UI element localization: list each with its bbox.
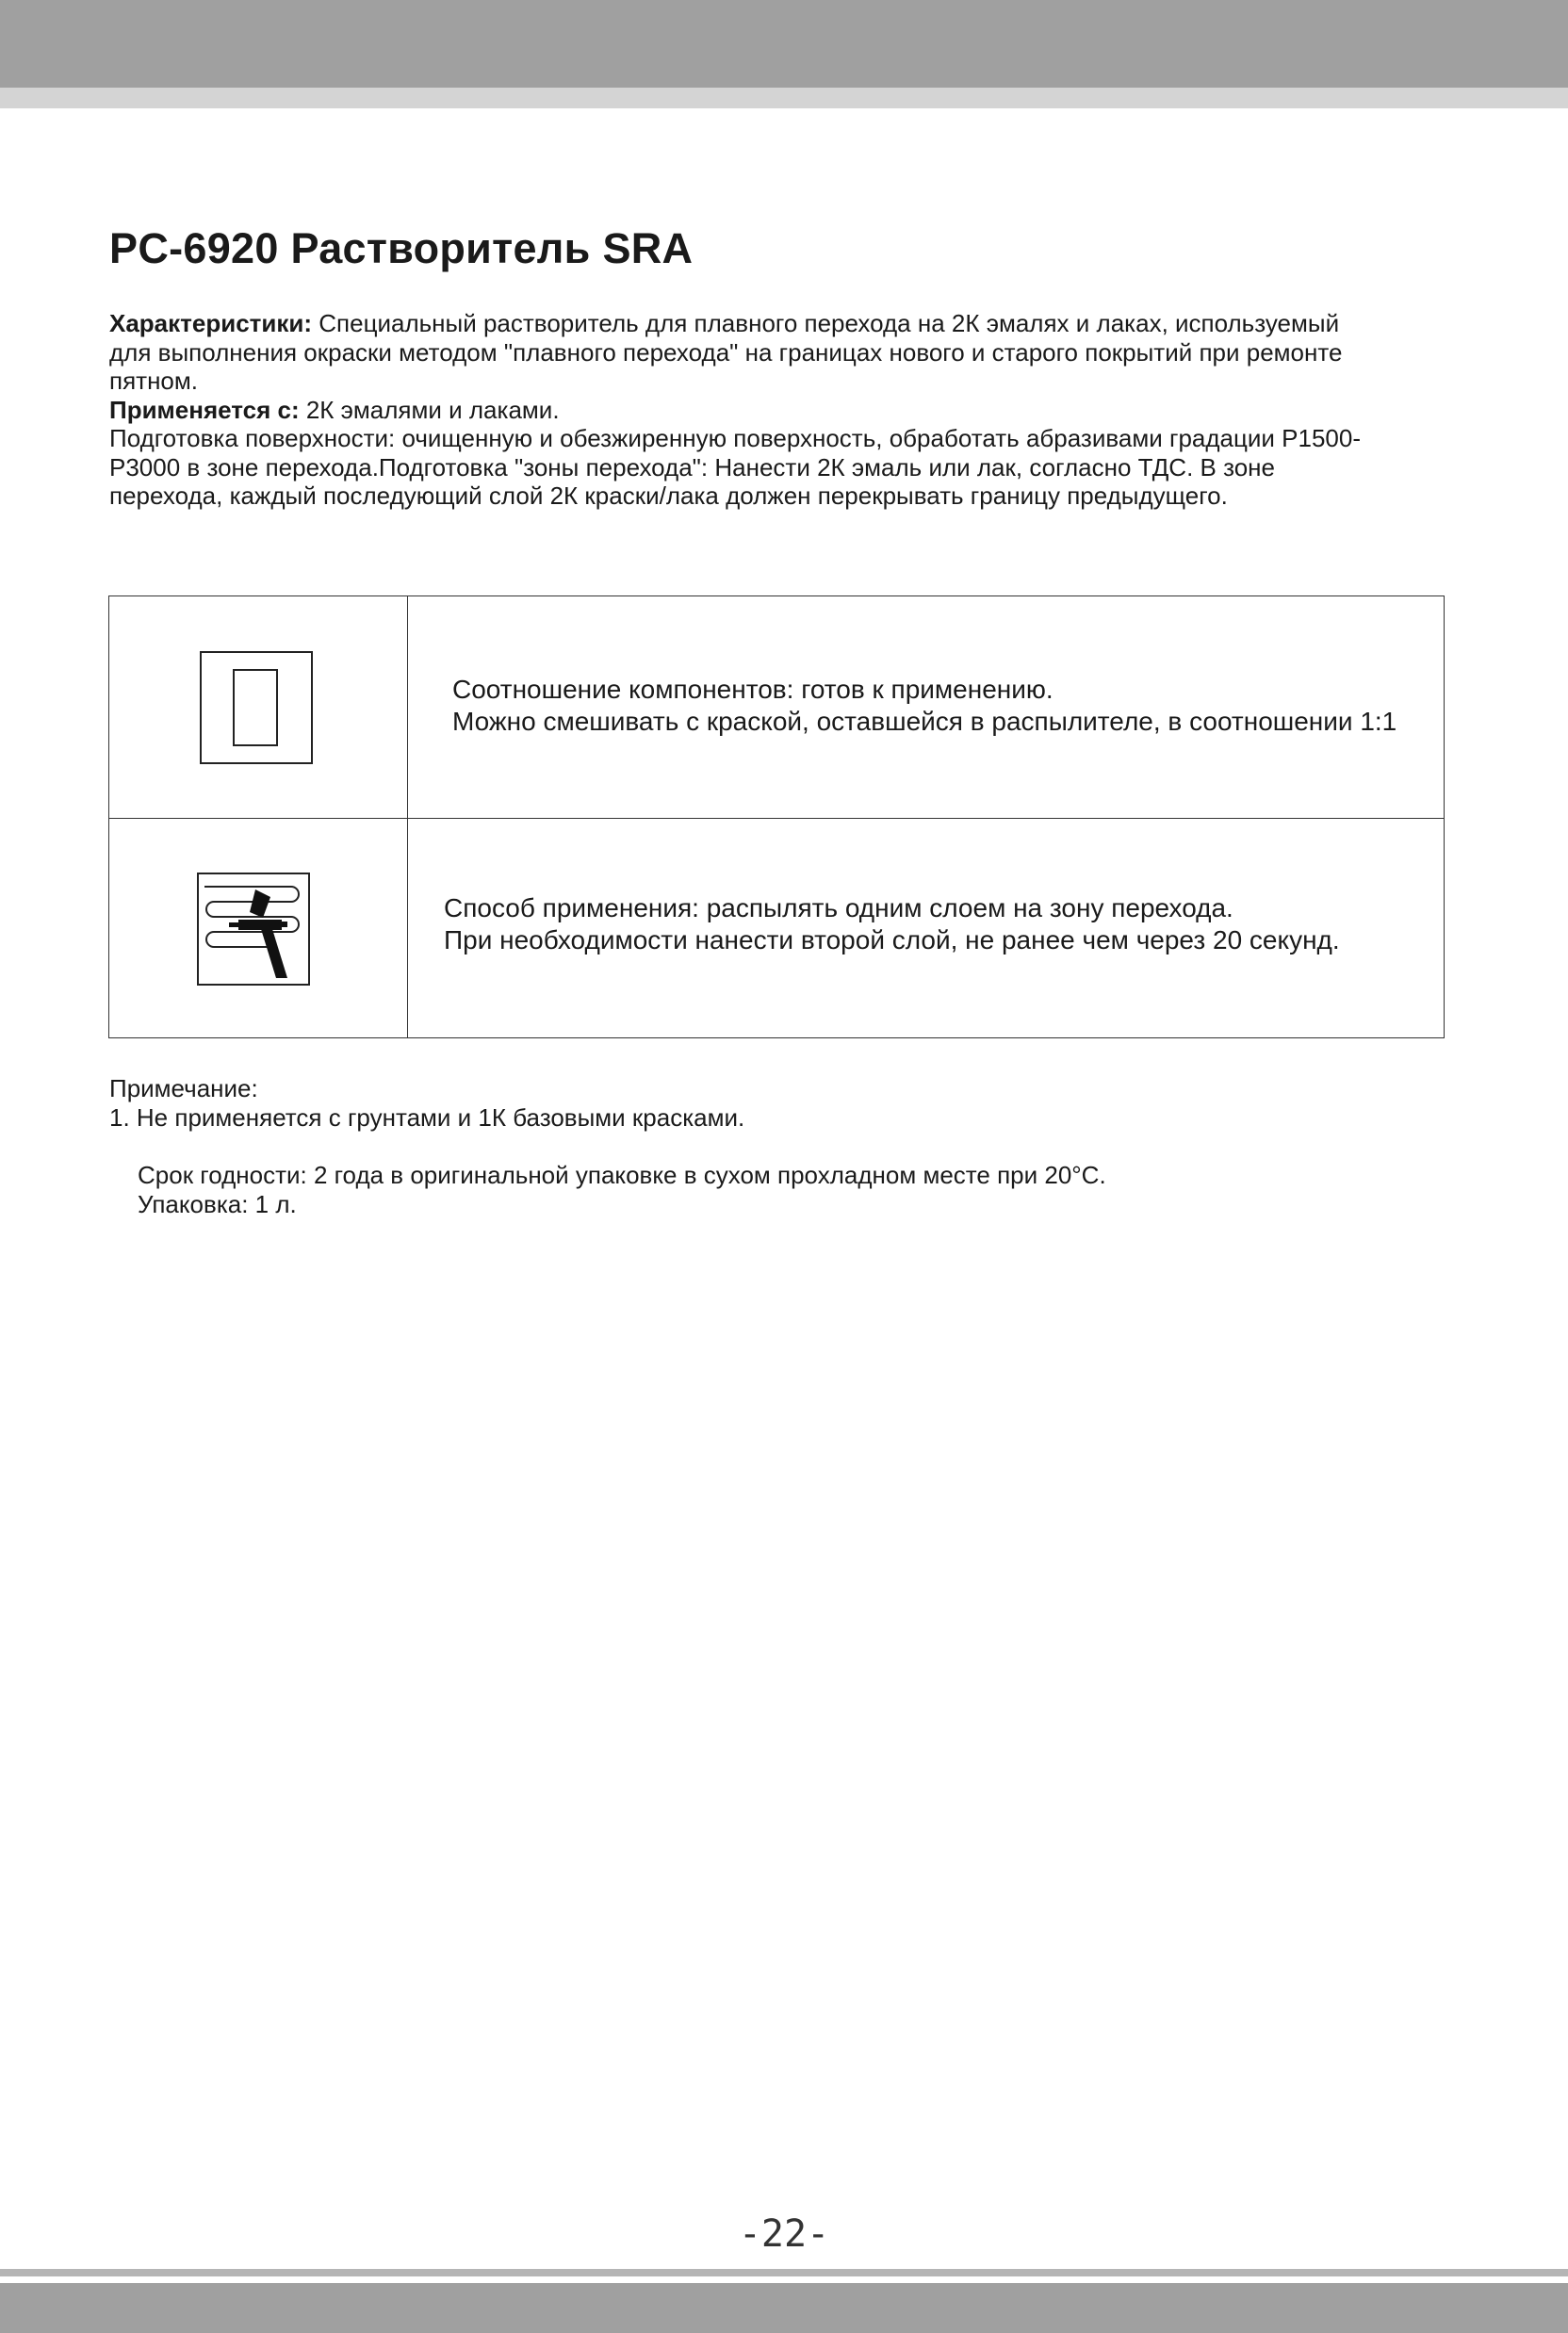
note-block [109, 1074, 744, 1132]
footer-band [0, 2283, 1568, 2333]
application-table [108, 595, 1445, 1038]
preparation-line3: перехода, каждый последующий слой 2К краски/лака должен перекрывать границу предыдущего. [109, 481, 1228, 510]
characteristics-text: Специальный растворитель для плавного перехода на 2К эмалях и лаках, используемый [312, 309, 1340, 337]
characteristics-label: Характеристики: [109, 309, 313, 337]
applied-text: 2К эмалями и лаками. [299, 395, 560, 424]
storage-block [138, 1161, 1106, 1218]
footer-stripe [0, 2269, 1568, 2276]
preparation-line1: Подготовка поверхности: очищенную и обезжиренную поверхность, обработать абразивами градации P1500- [109, 424, 1362, 452]
header-stripe [0, 88, 1568, 108]
mixing-ratio-note: Можно смешивать с краской, оставшейся в распылителе, в соотношении 1:1 [452, 707, 1397, 736]
spray-gun-icon [197, 873, 310, 986]
page-title: PC-6920 Растворитель SRA [109, 224, 694, 272]
icon-cell [109, 596, 408, 818]
application-method-note: При необходимости нанести второй слой, не ранее чем через 20 секунд. [444, 925, 1340, 954]
icon-cell [109, 819, 408, 1037]
page-number: -22- [738, 2212, 830, 2256]
note-item: 1. Не применяется с грунтами и 1К базовыми красками. [109, 1102, 745, 1132]
table-row [109, 596, 1444, 819]
mixing-ratio-icon [200, 651, 313, 764]
table-row [109, 819, 1444, 1037]
characteristics-paragraph [109, 309, 1429, 338]
text-cell [408, 819, 1444, 1037]
product-description [109, 309, 1429, 511]
packaging-text: Упаковка: 1 л. [138, 1189, 297, 1218]
application-method-text: Способ применения: распылять одним слоем на зону перехода. [444, 893, 1233, 922]
applied-label: Применяется с: [109, 395, 300, 424]
characteristics-text-line2: для выполнения окраски методом "плавного перехода" на границах нового и старого покрытий при ремонте [109, 337, 1343, 367]
preparation-line2: P3000 в зоне перехода.Подготовка "зоны перехода": Нанести 2К эмаль или лак, согласно ТДС. В зоне [109, 452, 1275, 481]
applied-paragraph [109, 396, 1429, 425]
shelf-life-text: Срок годности: 2 года в оригинальной упаковке в сухом прохладном месте при 20°C. [138, 1161, 1106, 1189]
text-cell [408, 596, 1444, 818]
characteristics-text-line3: пятном. [109, 367, 198, 395]
note-heading: Примечание: [109, 1074, 258, 1102]
mixing-ratio-text: Соотношение компонентов: готов к применению. [452, 675, 1054, 704]
header-band [0, 0, 1568, 88]
